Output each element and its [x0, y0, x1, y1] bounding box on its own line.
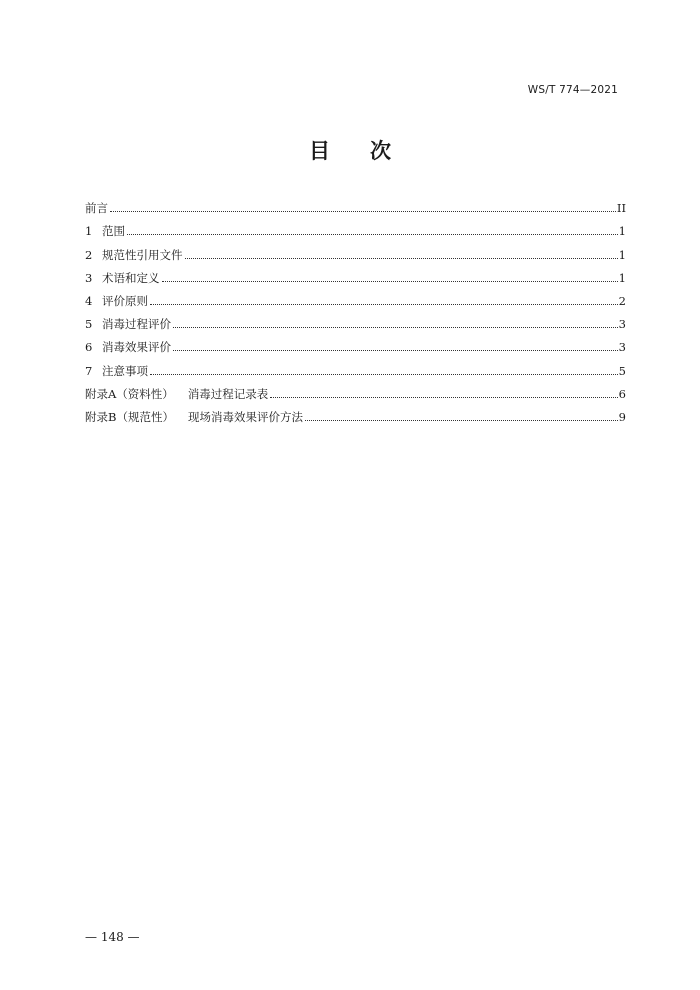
toc-entry-6[interactable]: [85, 332, 626, 355]
toc-page-number: 5: [618, 363, 626, 378]
toc-entry-number: 2: [85, 247, 93, 262]
toc-page-number: 1: [618, 247, 626, 262]
toc-entry-1[interactable]: [85, 216, 626, 239]
toc-dot-leader: [110, 211, 616, 212]
toc-page-number: 3: [618, 317, 626, 332]
toc-appendix-label: 附录A（资料性）: [85, 386, 174, 401]
toc-entry-5[interactable]: [85, 309, 626, 332]
toc-page-number: 2: [618, 293, 626, 308]
standard-code: WS/T 774—2021: [527, 84, 618, 96]
toc-entry-title: 消毒效果评价: [102, 340, 171, 355]
toc-dot-leader: [185, 258, 618, 259]
toc-dot-leader: [162, 281, 618, 282]
toc-entry-number: 7: [85, 363, 93, 378]
toc-entry-title: 消毒过程记录表: [187, 386, 269, 401]
toc-entry-title: 评价原则: [102, 293, 148, 308]
toc-appendix-label: 附录B（规范性）: [85, 409, 174, 424]
toc-entry-2[interactable]: [85, 239, 626, 262]
toc-entry-preface[interactable]: [85, 193, 626, 216]
page-title: 目次: [309, 139, 431, 163]
toc-page-number: 1: [618, 270, 626, 285]
table-of-contents: [85, 193, 626, 425]
toc-dot-leader: [305, 420, 618, 421]
toc-page-number: 1: [618, 224, 626, 239]
toc-entry-number: 4: [85, 293, 93, 308]
toc-page-number: II: [616, 201, 626, 216]
toc-entry-title: 注意事项: [102, 363, 148, 378]
toc-page-number: 3: [618, 340, 626, 355]
toc-entry-number: 3: [85, 270, 93, 285]
toc-dot-leader: [270, 397, 617, 398]
toc-page-number: 6: [618, 386, 626, 401]
toc-entry-title: 规范性引用文件: [102, 247, 183, 262]
toc-entry-number: 5: [85, 317, 93, 332]
toc-dot-leader: [173, 327, 618, 328]
toc-entry-title: 术语和定义: [102, 270, 160, 285]
toc-entry-title: 前言: [85, 201, 108, 216]
toc-dot-leader: [150, 304, 618, 305]
toc-entry-appendix-a[interactable]: [85, 379, 626, 402]
toc-dot-leader: [173, 350, 618, 351]
toc-entry-appendix-b[interactable]: [85, 402, 626, 425]
toc-entry-number: 6: [85, 340, 93, 355]
toc-entry-title: 范围: [102, 224, 125, 239]
toc-entry-4[interactable]: [85, 286, 626, 309]
page-folio: — 148 —: [85, 930, 140, 944]
toc-page-number: 9: [618, 409, 626, 424]
toc-entry-3[interactable]: [85, 263, 626, 286]
toc-dot-leader: [150, 374, 618, 375]
toc-entry-title: 消毒过程评价: [102, 317, 171, 332]
toc-entry-number: 1: [85, 224, 93, 239]
toc-entry-7[interactable]: [85, 355, 626, 378]
toc-dot-leader: [127, 234, 618, 235]
toc-entry-title: 现场消毒效果评价方法: [187, 409, 303, 424]
